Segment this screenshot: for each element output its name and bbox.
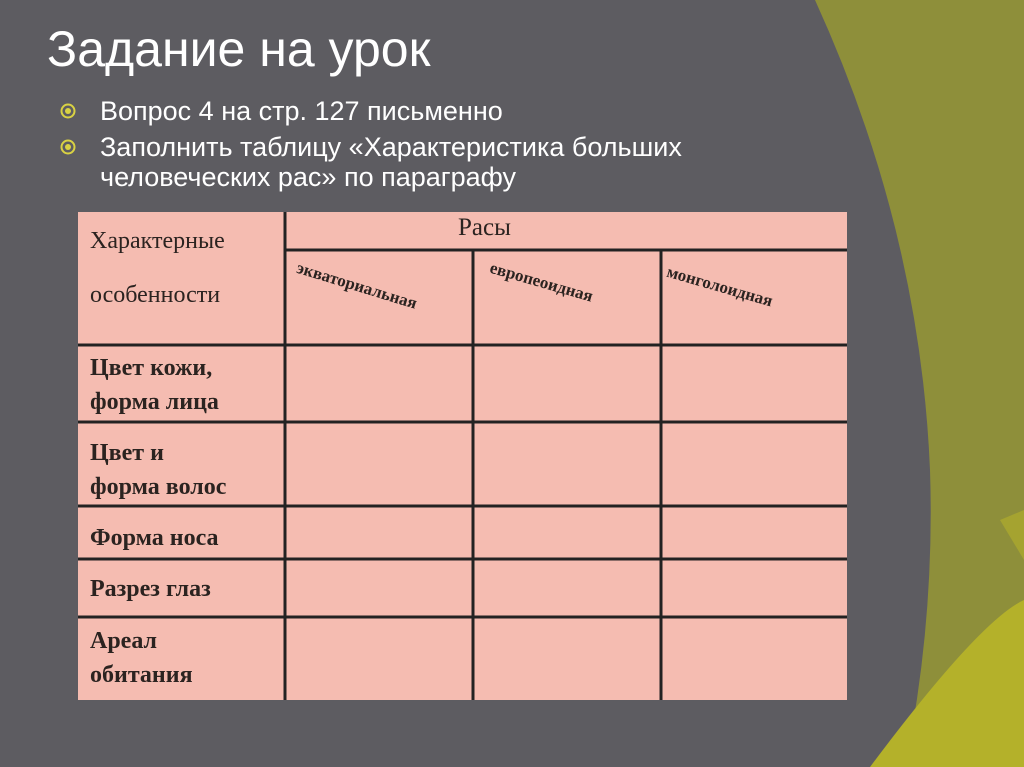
row-label-nose — [90, 521, 280, 555]
row-label-line1: Цвет и — [90, 440, 164, 466]
races-header: Расы — [458, 214, 511, 241]
row-label-eyes — [90, 572, 280, 606]
race-caucasoid: европеоидная — [487, 258, 596, 306]
circle-bullet-icon — [60, 139, 76, 155]
row-label-line2: форма лица — [90, 389, 219, 415]
race-characteristics-table — [78, 212, 847, 700]
race-mongoloid: монголоидная — [664, 262, 775, 311]
row-label-line1: Цвет кожи, — [90, 355, 213, 381]
slide-title: Задание на урок — [47, 21, 431, 77]
row-label-skin-face — [90, 351, 280, 419]
row-label-line1: Ареал — [90, 628, 158, 654]
bullet-text: Заполнить таблицу «Характеристика больших человеческих рас» по параграфу — [100, 132, 682, 192]
bullet-list — [60, 96, 820, 198]
row-label-line1: Форма носа — [90, 525, 219, 551]
row-label-line2: обитания — [90, 662, 193, 688]
features-header-line1: Характерные — [90, 228, 225, 254]
row-label-habitat — [90, 624, 280, 692]
features-header-line2: особенности — [90, 282, 221, 308]
row-label-line1: Разрез глаз — [90, 576, 211, 602]
row-label-line2: форма волос — [90, 474, 227, 500]
bullet-text: Вопрос 4 на стр. 127 письменно — [100, 96, 503, 126]
features-header — [90, 214, 280, 322]
bullet-item — [60, 132, 820, 192]
race-equatorial: экваториальная — [294, 258, 420, 313]
bullet-item — [60, 96, 820, 126]
circle-bullet-icon — [60, 103, 76, 119]
row-label-hair — [90, 436, 280, 504]
